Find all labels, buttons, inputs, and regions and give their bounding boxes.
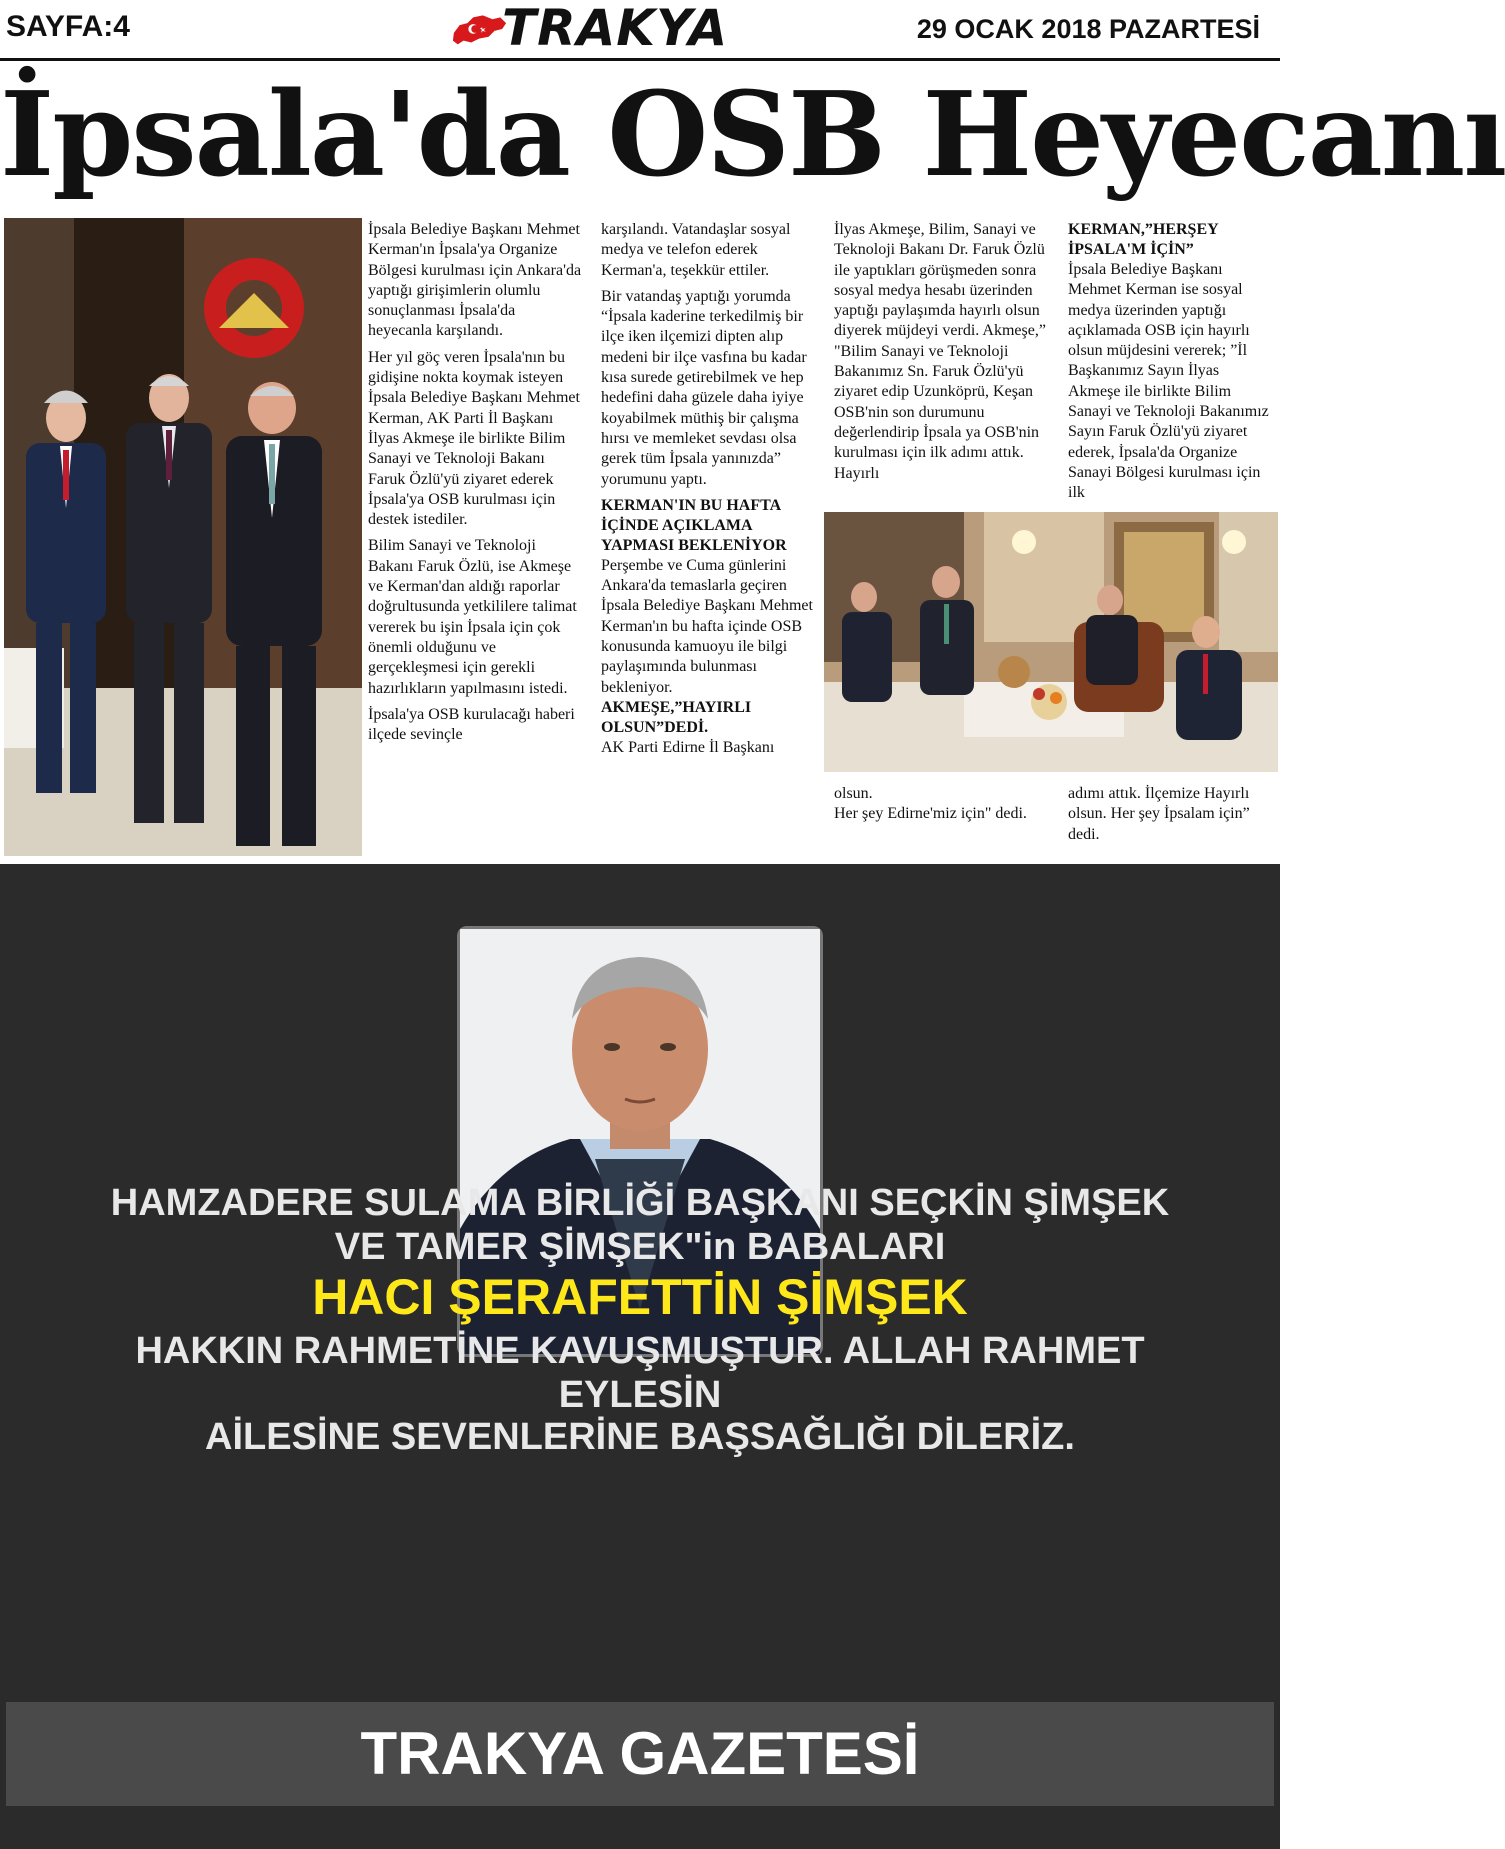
article-paragraph: İpsala Belediye Başkanı Mehmet Kerman'ın İpsala'ya Organize Bölgesi kurulması için Ankara'da yaptığı girişimlerin olumlu sonuçlanması İpsala'da heyecanla karşılandı. <box>368 221 582 340</box>
publisher-name: TRAKYA GAZETESİ <box>360 1720 920 1787</box>
article-paragraph: İpsala'ya OSB kurulacağı haberi ilçede sevinçle <box>368 705 575 744</box>
article-paragraph: Her yıl göç veren İpsala'nın bu gidişine nokta koymak isteyen İpsala Belediye Başkanı Mehmet Kerman, AK Parti İl Başkanı İlyas Akmeşe ile birlikte Bilim Sanayi ve Teknoloji Bakanı Faruk Özlü'yü ziyaret ederek İpsala'ya OSB kurulması için destek istediler. <box>368 348 580 529</box>
issue-date: 29 OCAK 2018 PAZARTESİ <box>916 14 1260 44</box>
article-column-4-continued: adımı attık. İlçemize Hayırlı olsun. Her şey İpsalam için” dedi. <box>1068 785 1250 843</box>
article-column-3-continued: olsun. Her şey Edirne'miz için" dedi. <box>834 785 1027 823</box>
article-paragraph: İpsala Belediye Başkanı Mehmet Kerman ise sosyal medya üzerinden yaptığı açıklamada OSB için hayırlı olsun müjdesini vererek; ”İl Başkanımız Sayın İlyas Akmeşe ile birlikte Bilim Sanayi ve Teknoloji Bakanımız Sayın Faruk Özlü'yü ziyaret ederek, İpsala'da Organize Sanayi Bölgesi kurulması için ilk <box>1068 261 1269 502</box>
article-subheading: KERMAN,”HERŞEY İPSALA'M İÇİN” <box>1068 221 1219 258</box>
article-photo-office <box>824 512 1278 772</box>
obituary-line: HAMZADERE SULAMA BİRLİĞİ BAŞKANI SEÇKİN ŞİMŞEK <box>110 1182 1170 1224</box>
article-headline: İpsala'da OSB Heyecanı <box>0 67 1505 203</box>
article-paragraph: karşılandı. Vatandaşlar sosyal medya ve telefon ederek Kerman'a, teşekkür ettiler. <box>601 221 791 279</box>
obituary-section <box>0 864 1280 1849</box>
article-paragraph: Bir vatandaş yaptığı yorumda “İpsala kaderine terkedilmiş bir ilçe iken ilçemizi dipten alıp medeni bir ilçe vasfına bu kadar kısa surede getirebilmek ve hep hedefini daha güzele daha iyiye koyabilmek müthiş bir çalışma hırsı ve memleket sevdası olsa gerek tüm İpsala yanınızda” yorumunu yaptı. <box>601 287 807 488</box>
article-column-3 <box>834 220 1050 490</box>
masthead <box>0 0 1280 61</box>
obituary-line: AİLESİNE SEVENLERİNE BAŞSAĞLIĞI DİLERİZ. <box>205 1416 1075 1458</box>
article-paragraph: AK Parti Edirne İl Başkanı <box>601 738 775 756</box>
article-column-2 <box>601 220 816 764</box>
obituary-line: HAKKIN RAHMETİNE KAVUŞMUŞTUR. ALLAH RAHMET <box>135 1330 1145 1372</box>
newspaper-logo <box>450 0 729 57</box>
obituary-name: HACI ŞERAFETTİN ŞİMŞEK <box>312 1269 968 1325</box>
footer-band <box>6 1702 1274 1806</box>
page-number: SAYFA:4 <box>6 10 130 43</box>
article-column-4 <box>1068 220 1274 510</box>
article-paragraph: Bilim Sanayi ve Teknoloji Bakanı Faruk Özlü, ise Akmeşe ve Kerman'dan aldığı raporlar doğrultusunda yetkililere talimat vererek bu işin İpsala için çok önemli olduğunu ve gerçekleşmesi için gerekli hazırlıkların yapılmasını istedi. <box>368 537 577 697</box>
article-paragraph: Perşembe ve Cuma günlerini Ankara'da temaslarla geçiren İpsala Belediye Başkanı Mehmet Kerman'ın bu hafta içinde OSB konusunda kamuoyu ile bilgi paylaşımında bulunması bekleniyor. <box>601 556 813 696</box>
article-subheading: AKMEŞE,”HAYIRLI OLSUN”DEDİ. <box>601 698 752 736</box>
article-photo-meeting <box>4 218 362 856</box>
logo-text: TRAKYA <box>502 0 729 57</box>
obituary-line: VE TAMER ŞİMŞEK"in BABALARI <box>334 1226 946 1268</box>
obituary-line: EYLESİN <box>558 1374 722 1416</box>
article-column-1 <box>368 220 582 751</box>
article-paragraph: İlyas Akmeşe, Bilim, Sanayi ve Teknoloji Bakanı Dr. Faruk Özlü ile yaptıkları görüşmeden sonra sosyal medya hesabı üzerinden yaptığı paylaşımda hayırlı olsun diyerek müjdeyi verdi. Akmeşe,” "Bilim Sanayi ve Teknoloji Bakanımız Sn. Faruk Özlü'yü ziyaret edip Uzunköprü, Keşan OSB'nin son durumunu değerlendirip İpsala ya OSB'nin kurulması için ilk adımı attık. Hayırlı <box>834 221 1046 482</box>
article-subheading: KERMAN'IN BU HAFTA İÇİNDE AÇIKLAMA YAPMASI BEKLENİYOR <box>601 496 787 554</box>
turkey-map-icon <box>450 3 508 53</box>
